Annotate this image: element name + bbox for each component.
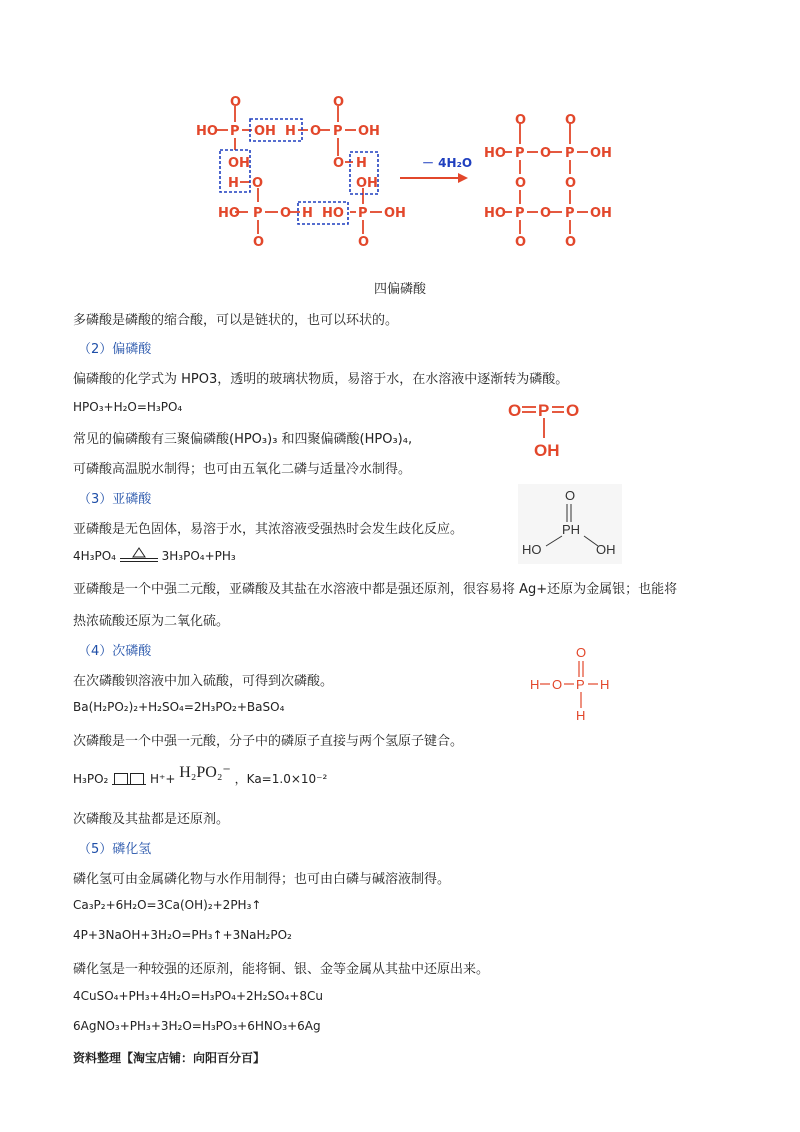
atom-label: O <box>280 206 292 221</box>
atom-label: OH <box>534 441 560 460</box>
atom-label: O <box>333 95 345 110</box>
atom-label: O <box>566 401 580 420</box>
atom-label: HO <box>522 542 542 557</box>
atom-label: HO <box>484 206 506 221</box>
atom-label: O <box>310 124 322 139</box>
atom-label: P <box>358 206 368 221</box>
water-elimination-boxes <box>220 119 378 224</box>
atom-label: H <box>600 677 610 692</box>
atom-label: HO <box>484 146 506 161</box>
hypophosphorous-equation: Ba(H₂PO₂)₂+H₂SO₄=2H₃PO₂+BaSO₄ <box>73 700 285 714</box>
phosphine-equation-3: 4CuSO₄+PH₃+4H₂O=H₃PO₄+2H₂SO₄+8Cu <box>73 989 324 1003</box>
atom-label: HO <box>196 124 218 139</box>
atom-label: O <box>515 176 527 191</box>
atom-label: H <box>285 124 296 139</box>
ionization-left: H₃PO₂ <box>73 772 109 786</box>
atom-label: OH <box>254 124 276 139</box>
atom-label: P <box>253 206 263 221</box>
atom-label: OH <box>228 156 250 171</box>
atom-label: O <box>565 176 577 191</box>
metaphosphoric-description: 偏磷酸的化学式为 HPO3，透明的玻璃状物质，易溶于水，在水溶液中逐渐转为磷酸。 <box>73 372 569 387</box>
equilibrium-arrow <box>112 773 146 787</box>
atom-label: P <box>565 146 575 161</box>
atom-label: HO <box>322 206 344 221</box>
phosphorous-reducing-2: 热浓硫酸还原为二氧化硫。 <box>73 614 230 629</box>
figure-caption: 四偏磷酸 <box>373 282 426 297</box>
atom-label: O <box>230 95 242 110</box>
tetrametaphosphoric-condensation-figure <box>190 92 620 252</box>
atom-label: P <box>515 146 525 161</box>
metaphosphoric-structure <box>500 392 590 462</box>
hypophosphorous-acid-structure <box>528 644 612 724</box>
phosphorous-reducing-1: 亚磷酸是一个中强二元酸，亚磷酸及其盐在水溶液中都是强还原剂，很容易将 Ag+还原为金属银；也能将 <box>73 582 678 597</box>
hypophosphorous-reducing: 次磷酸及其盐都是还原剂。 <box>73 812 230 827</box>
atom-label: O <box>552 677 563 692</box>
phosphine-equation-4: 6AgNO₃+PH₃+3H₂O=H₃PO₃+6HNO₃+6Ag <box>73 1019 321 1033</box>
atom-label: O <box>515 235 527 250</box>
atom-label: O <box>252 176 264 191</box>
reaction-arrow-label: － 4H₂O <box>422 156 473 170</box>
atom-label: H <box>302 206 313 221</box>
phosphorous-equation <box>73 549 236 563</box>
hypophosphorous-preparation: 在次磷酸钡溶液中加入硫酸，可得到次磷酸。 <box>73 674 334 689</box>
section-heading-hypophosphorous: （4）次磷酸 <box>78 644 152 659</box>
atom-label: P <box>576 677 585 692</box>
metaphosphoric-equation: HPO₃+H₂O=H₃PO₄ <box>73 400 183 414</box>
atom-label: H <box>356 156 367 171</box>
atom-label: OH <box>590 206 612 221</box>
atom-label: OH <box>590 146 612 161</box>
equation-left: 4H₃PO₄ <box>73 549 116 563</box>
heat-arrow <box>120 552 158 562</box>
ionization-anion: H₂PO₂⁻ <box>179 764 231 781</box>
phosphine-preparation: 磷化氢可由金属磷化物与水作用制得；也可由白磷与碱溶液制得。 <box>73 872 451 887</box>
ionization-constant: ，Ka=1.0×10⁻² <box>234 772 328 786</box>
atom-label: OH <box>384 206 406 221</box>
footer-source: 资料整理【淘宝店铺：向阳百分百】 <box>73 1051 266 1065</box>
atom-label: O <box>565 113 577 128</box>
atom-label: OH <box>596 542 616 557</box>
atom-label: O <box>565 488 576 503</box>
reaction-arrowhead <box>458 173 468 183</box>
atom-label: HO <box>218 206 240 221</box>
atom-label: OH <box>358 124 380 139</box>
atom-label: O <box>565 235 577 250</box>
phosphine-equation-2: 4P+3NaOH+3H₂O=PH₃↑+3NaH₂PO₂ <box>73 928 292 942</box>
metaphosphoric-common: 常见的偏磷酸有三聚偏磷酸(HPO₃)₃ 和四聚偏磷酸(HPO₃)₄, <box>73 432 413 447</box>
atom-label: O <box>508 401 522 420</box>
atom-label: P <box>333 124 343 139</box>
atom-label: P <box>230 124 240 139</box>
phosphine-reducing: 磷化氢是一种较强的还原剂，能将铜、银、金等金属从其盐中还原出来。 <box>73 962 490 977</box>
phosphine-equation-1: Ca₃P₂+6H₂O=3Ca(OH)₂+2PH₃↑ <box>73 898 262 912</box>
atom-label: O <box>540 206 552 221</box>
atom-label: O <box>576 645 587 660</box>
section-heading-phosphine: （5）磷化氢 <box>78 842 152 857</box>
atom-label: O <box>333 156 345 171</box>
metaphosphoric-preparation: 可磷酸高温脱水制得；也可由五氧化二磷与适量冷水制得。 <box>73 462 412 477</box>
atom-label: OH <box>356 176 378 191</box>
atom-label: P <box>565 206 575 221</box>
atom-label: O <box>358 235 370 250</box>
atom-label: O <box>515 113 527 128</box>
atom-label: O <box>253 235 265 250</box>
atom-label: P <box>538 401 550 420</box>
hypophosphorous-acid-text: 次磷酸是一个中强一元酸，分子中的磷原子直接与两个氢原子键合。 <box>73 734 464 749</box>
equation-right: 3H₃PO₄+PH₃ <box>161 549 236 563</box>
section-heading-metaphosphoric: （2）偏磷酸 <box>78 342 152 357</box>
phosphorous-description: 亚磷酸是无色固体，易溶于水，其浓溶液受强热时会发生歧化反应。 <box>73 522 464 537</box>
atom-label: O <box>540 146 552 161</box>
ionization-proton: H⁺+ <box>149 772 176 786</box>
phosphorous-acid-structure <box>518 484 622 564</box>
section-heading-phosphorous: （3）亚磷酸 <box>78 492 152 507</box>
atom-label: P <box>515 206 525 221</box>
hypophosphorous-ionization <box>73 764 328 788</box>
atom-label: H <box>228 176 239 191</box>
atom-label: H <box>530 677 540 692</box>
atom-label: H <box>576 708 586 723</box>
atom-label: PH <box>562 522 581 537</box>
intro-text: 多磷酸是磷酸的缩合酸，可以是链状的，也可以环状的。 <box>73 313 399 328</box>
